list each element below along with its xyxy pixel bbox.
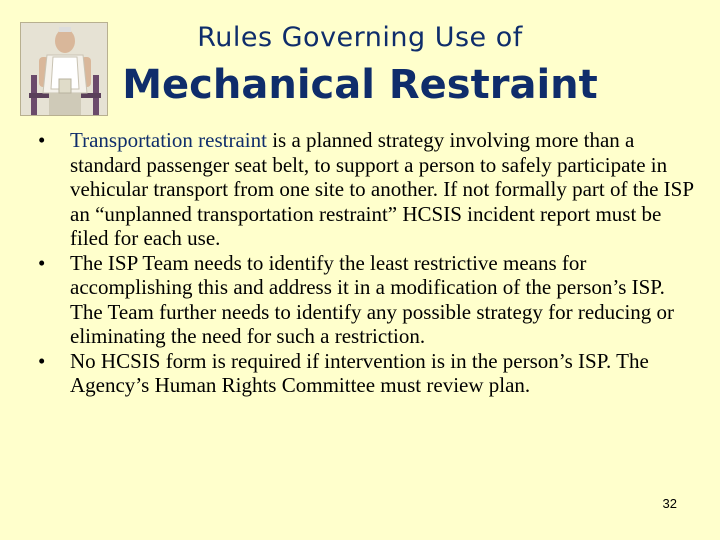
title-line-2: Mechanical Restraint (122, 62, 598, 108)
bullet-item (36, 251, 696, 349)
bullet-text: is a planned strategy involving more than a standard passenger seat belt, to support a person to safely participate in vehicular transport from one site to another. If not formally part of the ISP an “unplanned transportation restraint” HCSIS incident report must be filed for each use. (70, 128, 694, 250)
bullet-list (36, 128, 696, 398)
bullet-item (36, 128, 696, 251)
bullet-marker: • (38, 128, 46, 152)
bullet-marker: • (38, 250, 46, 275)
bullet-highlight: Transportation restraint (70, 128, 267, 152)
bullet-item (36, 349, 696, 398)
bullet-marker: • (38, 348, 46, 373)
restraint-photo (20, 22, 108, 116)
bullet-text: No HCSIS form is required if intervention is in the person’s ISP. The Agency’s Human Rights Committee must review plan. (70, 348, 649, 397)
person-in-wheelchair-icon (21, 23, 108, 116)
page-number: 32 (662, 496, 677, 511)
bullet-text: The ISP Team needs to identify the least restrictive means for accomplishing this and address it in a modification of the person’s ISP. The Team further needs to identify any possible strategy for reducing or eliminating the need for such a restriction. (70, 250, 675, 348)
title-line-1: Rules Governing Use of (197, 22, 523, 53)
